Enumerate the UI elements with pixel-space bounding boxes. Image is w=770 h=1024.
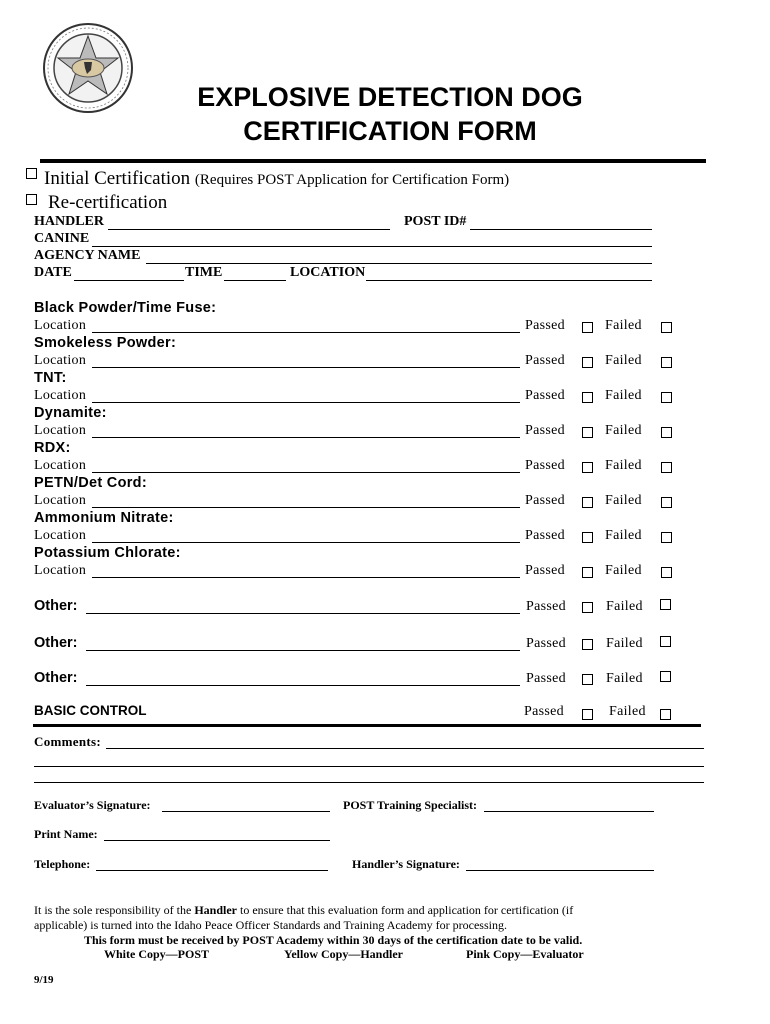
test-location-label: Location (34, 353, 87, 368)
other-failed-label: Failed (606, 636, 643, 651)
other-field[interactable] (86, 685, 520, 686)
yellow-copy-label: Yellow Copy—Handler (284, 947, 404, 961)
test-location-field[interactable] (92, 507, 520, 508)
test-failed-checkbox[interactable] (661, 567, 672, 578)
test-failed-label: Failed (605, 353, 642, 368)
handler-signature-field[interactable] (466, 870, 654, 871)
deadline-note: This form must be received by POST Academy within 30 days of the certification date to be valid. (84, 933, 583, 947)
recertification-label: Re-certification (48, 192, 168, 213)
test-failed-checkbox[interactable] (661, 357, 672, 368)
other-field[interactable] (86, 613, 520, 614)
test-location-label: Location (34, 423, 87, 438)
test-passed-label: Passed (525, 388, 565, 403)
other-failed-checkbox[interactable] (660, 671, 671, 682)
test-passed-label: Passed (525, 493, 565, 508)
test-failed-checkbox[interactable] (661, 427, 672, 438)
test-passed-checkbox[interactable] (582, 392, 593, 403)
other-failed-checkbox[interactable] (660, 599, 671, 610)
test-passed-label: Passed (525, 563, 565, 578)
test-location-field[interactable] (92, 577, 520, 578)
test-location-label: Location (34, 318, 87, 333)
test-failed-label: Failed (605, 318, 642, 333)
title-divider (40, 159, 706, 163)
test-passed-checkbox[interactable] (582, 497, 593, 508)
evaluator-signature-label: Evaluator’s Signature: (34, 798, 151, 812)
other-field[interactable] (86, 650, 520, 651)
test-passed-checkbox[interactable] (582, 357, 593, 368)
test-name: RDX: (34, 440, 71, 456)
test-failed-label: Failed (605, 458, 642, 473)
basic-control-failed-checkbox[interactable] (660, 709, 671, 720)
post-id-field[interactable] (470, 229, 652, 230)
test-location-label: Location (34, 528, 87, 543)
recertification-checkbox[interactable] (26, 194, 37, 205)
responsibility-note-pre: It is the sole responsibility of the (34, 903, 195, 917)
responsibility-note-line2: applicable) is turned into the Idaho Peace Officer Standards and Training Academy for processing. (34, 918, 507, 932)
test-passed-label: Passed (525, 318, 565, 333)
comments-label: Comments: (34, 734, 101, 749)
telephone-label: Telephone: (34, 857, 91, 871)
other-passed-checkbox[interactable] (582, 674, 593, 685)
form-title-line2: CERTIFICATION FORM (243, 116, 537, 146)
test-location-field[interactable] (92, 542, 520, 543)
test-failed-label: Failed (605, 388, 642, 403)
comments-line-1[interactable] (106, 748, 704, 749)
test-passed-label: Passed (525, 423, 565, 438)
test-failed-label: Failed (605, 423, 642, 438)
evaluator-signature-field[interactable] (162, 811, 330, 812)
basic-control-failed-label: Failed (609, 704, 646, 719)
comments-line-2[interactable] (34, 766, 704, 767)
canine-label: CANINE (34, 231, 90, 246)
other-label: Other: (34, 635, 78, 651)
location-label: LOCATION (290, 265, 366, 280)
form-version: 9/19 (34, 974, 54, 986)
test-passed-label: Passed (525, 528, 565, 543)
location-field[interactable] (366, 280, 652, 281)
post-seal-logo (42, 22, 134, 114)
test-name: Black Powder/Time Fuse: (34, 300, 217, 316)
other-label: Other: (34, 598, 78, 614)
test-failed-label: Failed (605, 493, 642, 508)
basic-control-passed-checkbox[interactable] (582, 709, 593, 720)
test-passed-checkbox[interactable] (582, 462, 593, 473)
canine-field[interactable] (92, 246, 652, 247)
test-failed-label: Failed (605, 563, 642, 578)
test-failed-checkbox[interactable] (661, 322, 672, 333)
test-location-field[interactable] (92, 332, 520, 333)
test-passed-label: Passed (525, 353, 565, 368)
test-name: Smokeless Powder: (34, 335, 177, 351)
print-name-label: Print Name: (34, 827, 98, 841)
form-title-line1: EXPLOSIVE DETECTION DOG (197, 82, 583, 112)
time-label: TIME (185, 265, 223, 280)
handler-signature-label: Handler’s Signature: (352, 857, 460, 871)
test-failed-checkbox[interactable] (661, 532, 672, 543)
test-name: TNT: (34, 370, 67, 386)
test-passed-checkbox[interactable] (582, 532, 593, 543)
date-label: DATE (34, 265, 72, 280)
other-failed-checkbox[interactable] (660, 636, 671, 647)
initial-certification-label: Initial Certification (44, 168, 191, 189)
test-passed-label: Passed (525, 458, 565, 473)
initial-certification-checkbox[interactable] (26, 168, 37, 179)
print-name-field[interactable] (104, 840, 330, 841)
responsibility-note-handler: Handler (194, 903, 237, 917)
other-label: Other: (34, 670, 78, 686)
test-failed-checkbox[interactable] (661, 392, 672, 403)
comments-line-3[interactable] (34, 782, 704, 783)
test-name: Ammonium Nitrate: (34, 510, 174, 526)
test-location-label: Location (34, 388, 87, 403)
test-location-label: Location (34, 493, 87, 508)
other-passed-label: Passed (526, 671, 566, 686)
other-passed-label: Passed (526, 599, 566, 614)
responsibility-note-post: to ensure that this evaluation form and application for certification (if (236, 903, 574, 917)
white-copy-label: White Copy—POST (104, 947, 210, 961)
test-passed-checkbox[interactable] (582, 322, 593, 333)
date-field[interactable] (74, 280, 184, 281)
other-failed-label: Failed (606, 599, 643, 614)
other-passed-label: Passed (526, 636, 566, 651)
post-specialist-label: POST Training Specialist: (343, 798, 478, 812)
section-divider (33, 724, 701, 727)
test-failed-checkbox[interactable] (661, 462, 672, 473)
time-field[interactable] (224, 280, 286, 281)
post-specialist-field[interactable] (484, 811, 654, 812)
test-location-field[interactable] (92, 472, 520, 473)
agency-name-label: AGENCY NAME (34, 248, 141, 263)
test-location-field[interactable] (92, 402, 520, 403)
test-location-field[interactable] (92, 437, 520, 438)
basic-control-passed-label: Passed (524, 704, 564, 719)
test-name: Dynamite: (34, 405, 107, 421)
other-passed-checkbox[interactable] (582, 602, 593, 613)
other-failed-label: Failed (606, 671, 643, 686)
test-passed-checkbox[interactable] (582, 427, 593, 438)
agency-name-field[interactable] (146, 263, 652, 264)
test-passed-checkbox[interactable] (582, 567, 593, 578)
responsibility-note-line1 (34, 903, 573, 918)
telephone-field[interactable] (96, 870, 328, 871)
handler-label: HANDLER (34, 214, 105, 229)
test-location-label: Location (34, 563, 87, 578)
test-failed-label: Failed (605, 528, 642, 543)
test-location-label: Location (34, 458, 87, 473)
initial-certification-note: (Requires POST Application for Certification Form) (194, 172, 510, 188)
other-passed-checkbox[interactable] (582, 639, 593, 650)
basic-control-label: BASIC CONTROL (34, 703, 147, 718)
handler-field[interactable] (108, 229, 390, 230)
test-name: Potassium Chlorate: (34, 545, 181, 561)
test-location-field[interactable] (92, 367, 520, 368)
post-id-label: POST ID# (404, 214, 467, 229)
test-failed-checkbox[interactable] (661, 497, 672, 508)
pink-copy-label: Pink Copy—Evaluator (466, 947, 584, 961)
test-name: PETN/Det Cord: (34, 475, 147, 491)
